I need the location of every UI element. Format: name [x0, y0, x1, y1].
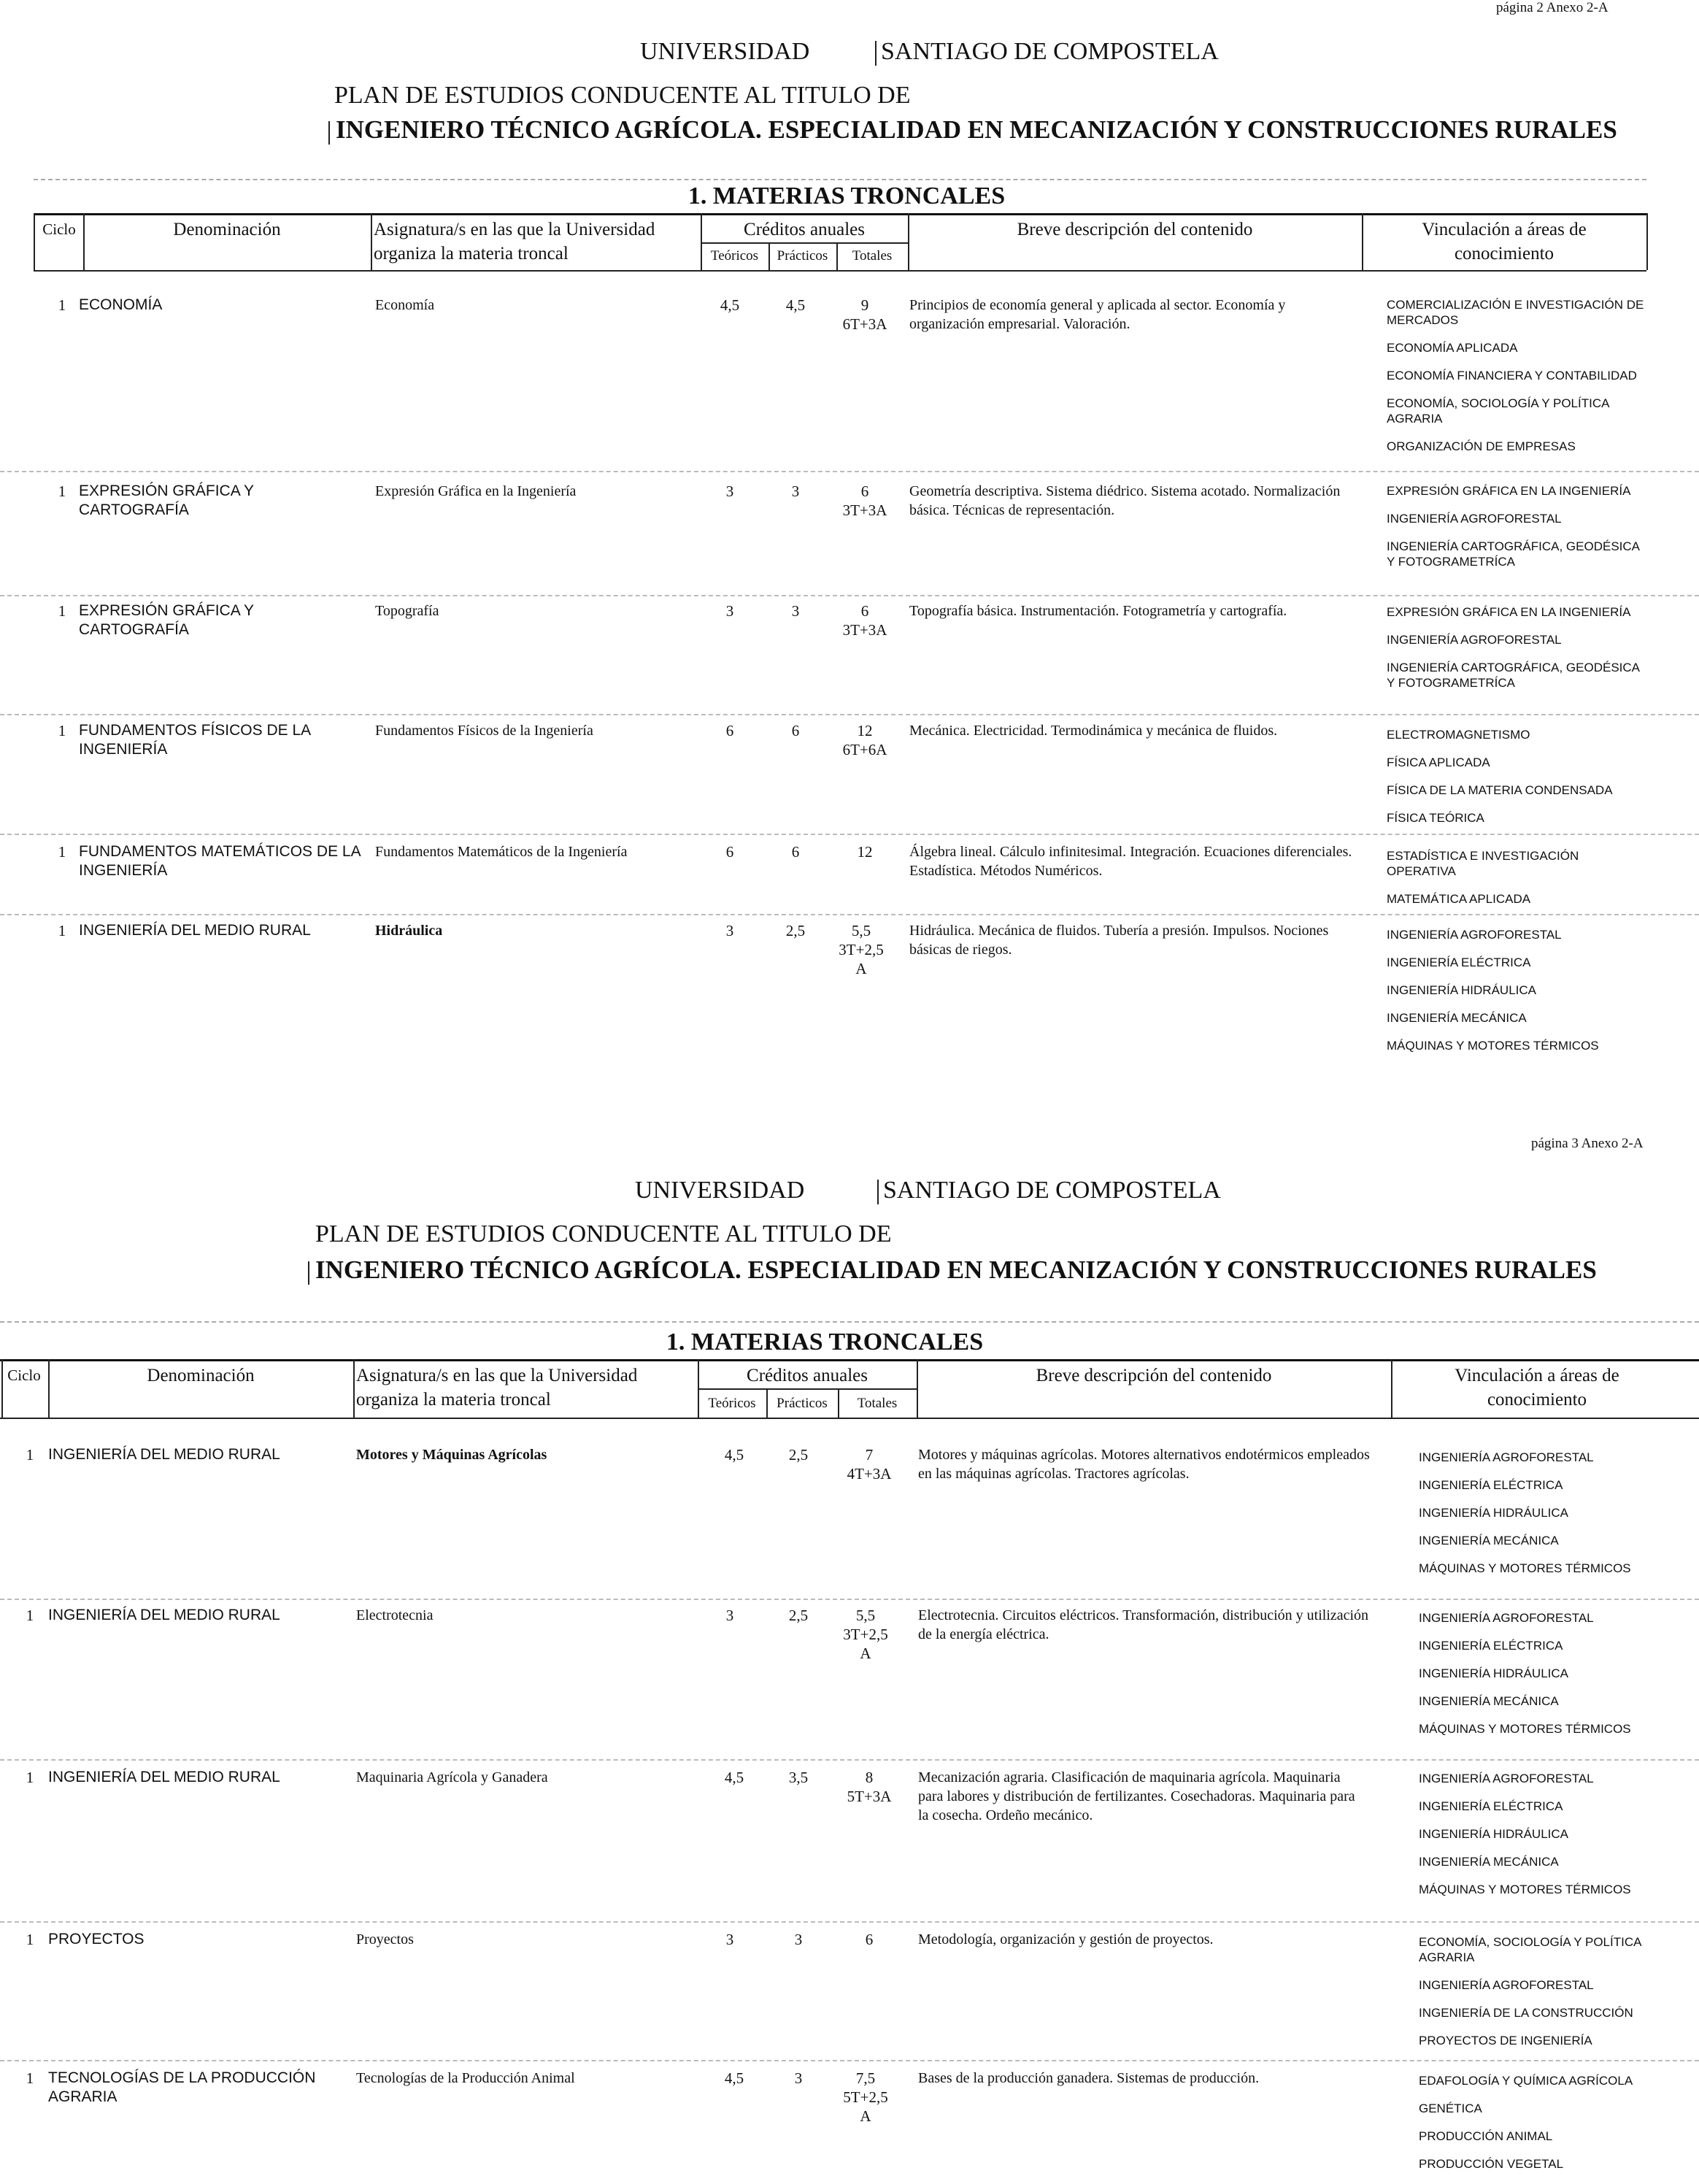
asignatura: Economía: [375, 297, 435, 313]
table-top-rule: [34, 213, 1646, 215]
practicos: 6: [791, 722, 800, 739]
area-item: FÍSICA TEÓRICA: [1387, 811, 1484, 825]
header-practicos: Prácticos: [777, 1396, 828, 1411]
area-item: PRODUCCIÓN ANIMAL: [1419, 2129, 1553, 2143]
table-row: [0, 1600, 1699, 1761]
area-item: ORGANIZACIÓN DE EMPRESAS: [1387, 439, 1576, 453]
asignatura: Fundamentos Matemáticos de la Ingeniería: [375, 844, 628, 860]
teoricos: 3: [725, 1607, 734, 1624]
totales-value: 5,5: [855, 1607, 876, 1624]
teoricos: 4,5: [724, 1769, 744, 1786]
practicos: 6: [791, 843, 800, 861]
areas-list: [1387, 848, 1649, 919]
area-item: COMERCIALIZACIÓN E INVESTIGACIÓN DE MERCADOS: [1387, 298, 1644, 327]
totales: [832, 842, 898, 861]
practicos: 2,5: [788, 1446, 809, 1464]
areas-list: [1387, 604, 1649, 703]
table-row: [0, 717, 1699, 835]
denominacion: EXPRESIÓN GRÁFICA Y CARTOGRAFÍA: [79, 482, 254, 518]
page-number: página 2 Anexo 2-A: [1496, 0, 1609, 15]
practicos: 2,5: [788, 1607, 809, 1624]
area-item: ELECTROMAGNETISMO: [1387, 728, 1530, 742]
page-number: página 3 Anexo 2-A: [1531, 1136, 1644, 1151]
area-item: INGENIERÍA HIDRÁULICA: [1419, 1827, 1568, 1841]
descripcion: Motores y máquinas agrícolas. Motores alternativos endotérmicos empleados en las máquinas agrícolas. Tractores agrícolas.: [918, 1447, 1370, 1482]
area-item: GENÉTICA: [1419, 2102, 1482, 2115]
totales-detail: 3T+3A: [842, 501, 887, 519]
denominacion: INGENIERÍA DEL MEDIO RURAL: [79, 922, 311, 939]
ciclo: 1: [26, 1769, 34, 1786]
header-vinculacion-line2: conocimiento: [1487, 1390, 1587, 1410]
divider: [0, 1321, 1699, 1323]
header-asignatura-line2: organiza la materia troncal: [356, 1390, 551, 1410]
table-row: [0, 838, 1699, 915]
totales: [836, 1768, 902, 1806]
degree-title: INGENIERO TÉCNICO AGRÍCOLA. ESPECIALIDAD EN MECANIZACIÓN Y CONSTRUCCIONES RURALES: [336, 115, 1617, 144]
totales: [832, 921, 890, 978]
area-item: INGENIERÍA CARTOGRÁFICA, GEODÉSICA Y FOTOGRAMETRÍCA: [1387, 539, 1640, 569]
universidad-label: UNIVERSIDAD: [635, 1177, 805, 1204]
totales: [832, 721, 898, 759]
asignatura: Motores y Máquinas Agrícolas: [356, 1447, 547, 1463]
practicos: 2,5: [785, 922, 806, 939]
header-denominacion: Denominación: [173, 220, 281, 239]
area-item: INGENIERÍA AGROFORESTAL: [1387, 633, 1562, 647]
area-item: ECONOMÍA, SOCIOLOGÍA Y POLÍTICA AGRARIA: [1419, 1935, 1641, 1964]
teoricos: 6: [725, 722, 734, 739]
area-item: PRODUCCIÓN VEGETAL: [1419, 2157, 1564, 2171]
area-item: INGENIERÍA AGROFORESTAL: [1419, 1450, 1594, 1464]
descripcion: Principios de economía general y aplicada al sector. Economía y organización empresarial. Valoración.: [909, 297, 1286, 332]
table-row: [0, 2061, 1699, 2171]
header-vinculacion-line1: Vinculación a áreas de: [1455, 1366, 1619, 1385]
totales-detail: 6T+6A: [842, 741, 887, 758]
area-item: ESTADÍSTICA E INVESTIGACIÓN OPERATIVA: [1387, 849, 1579, 878]
area-item: INGENIERÍA MECÁNICA: [1419, 1534, 1559, 1547]
table-header-bottom-rule: [34, 270, 1646, 272]
header-vinculacion-line1: Vinculación a áreas de: [1422, 220, 1587, 239]
header-totales: Totales: [857, 1396, 898, 1411]
table-row: [0, 1439, 1699, 1600]
areas-list: [1387, 483, 1649, 582]
totales: [832, 601, 898, 639]
practicos: 4,5: [785, 296, 806, 314]
universidad-name: SANTIAGO DE COMPOSTELA: [883, 1177, 1221, 1204]
area-item: EXPRESIÓN GRÁFICA EN LA INGENIERÍA: [1387, 484, 1631, 498]
asignatura: Fundamentos Físicos de la Ingeniería: [375, 723, 593, 739]
area-item: MÁQUINAS Y MOTORES TÉRMICOS: [1387, 1039, 1599, 1053]
denominacion: EXPRESIÓN GRÁFICA Y CARTOGRAFÍA: [79, 602, 254, 638]
teoricos: 3: [725, 482, 734, 500]
areas-list: [1387, 727, 1649, 838]
plan-label: PLAN DE ESTUDIOS CONDUCENTE AL TITULO DE: [334, 82, 911, 109]
header-vinculacion-line2: conocimiento: [1454, 244, 1554, 264]
asignatura: Expresión Gráfica en la Ingeniería: [375, 483, 577, 499]
totales: [836, 1445, 902, 1483]
column-divider: [371, 213, 372, 270]
areas-list: [1419, 1610, 1696, 1749]
descripcion: Álgebra lineal. Cálculo infinitesimal. Integración. Ecuaciones diferenciales. Estadística. Métodos Numéricos.: [909, 844, 1352, 879]
header-ciclo: Ciclo: [42, 220, 76, 238]
area-item: INGENIERÍA MECÁNICA: [1387, 1011, 1527, 1025]
area-item: MÁQUINAS Y MOTORES TÉRMICOS: [1419, 1883, 1631, 1896]
degree-title: INGENIERO TÉCNICO AGRÍCOLA. ESPECIALIDAD EN MECANIZACIÓN Y CONSTRUCCIONES RURALES: [315, 1256, 1597, 1284]
section-title: 1. MATERIAS TRONCALES: [666, 1329, 984, 1356]
ciclo: 1: [26, 2069, 34, 2087]
header-asignatura: [374, 218, 702, 266]
totales-detail: 5T+3A: [847, 1788, 892, 1805]
descripcion: Geometría descriptiva. Sistema diédrico. Sistema acotado. Normalización básica. Técnicas de representación.: [909, 483, 1341, 518]
header-vinculacion: [1362, 218, 1646, 266]
denominacion: TECNOLOGÍAS DE LA PRODUCCIÓN AGRARIA: [48, 2069, 316, 2105]
area-item: INGENIERÍA ELÉCTRICA: [1419, 1478, 1563, 1492]
totales-value: 6: [865, 1931, 874, 1948]
practicos: 3: [791, 482, 800, 500]
column-divider: [1646, 213, 1648, 270]
area-item: INGENIERÍA HIDRÁULICA: [1387, 983, 1536, 997]
areas-list: [1419, 1771, 1696, 1910]
areas-list: [1419, 1450, 1696, 1588]
practicos: 3: [794, 1931, 803, 1948]
areas-list: [1387, 297, 1649, 466]
area-item: FÍSICA APLICADA: [1387, 755, 1490, 769]
teoricos: 3: [725, 922, 734, 939]
teoricos: 4,5: [720, 296, 740, 314]
descripcion: Metodología, organización y gestión de proyectos.: [918, 1931, 1214, 1947]
denominacion: INGENIERÍA DEL MEDIO RURAL: [48, 1607, 280, 1623]
area-item: INGENIERÍA AGROFORESTAL: [1387, 928, 1562, 942]
asignatura: Tecnologías de la Producción Animal: [356, 2070, 575, 2086]
asignatura: Hidráulica: [375, 923, 443, 939]
denominacion: INGENIERÍA DEL MEDIO RURAL: [48, 1446, 280, 1463]
totales-detail: 5T+2,5 A: [843, 2088, 888, 2125]
totales-detail: 3T+2,5 A: [843, 1626, 888, 1662]
area-item: ECONOMÍA FINANCIERA Y CONTABILIDAD: [1387, 369, 1637, 382]
area-item: INGENIERÍA ELÉCTRICA: [1419, 1639, 1563, 1653]
totales-value: 5,5: [851, 922, 871, 939]
denominacion: INGENIERÍA DEL MEDIO RURAL: [48, 1769, 280, 1785]
area-item: MÁQUINAS Y MOTORES TÉRMICOS: [1419, 1561, 1631, 1575]
table-row: [0, 288, 1699, 472]
ciclo: 1: [26, 1446, 34, 1464]
descripcion: Bases de la producción ganadera. Sistemas de producción.: [918, 2070, 1260, 2086]
area-item: INGENIERÍA MECÁNICA: [1419, 1694, 1559, 1708]
header-asignatura: [356, 1364, 699, 1412]
area-item: EXPRESIÓN GRÁFICA EN LA INGENIERÍA: [1387, 605, 1631, 619]
ciclo: 1: [58, 482, 66, 500]
header-asignatura-line1: Asignatura/s en las que la Universidad: [374, 220, 655, 239]
area-item: INGENIERÍA HIDRÁULICA: [1419, 1666, 1568, 1680]
area-item: INGENIERÍA ELÉCTRICA: [1419, 1799, 1563, 1813]
totales: [836, 2069, 895, 2126]
denominacion: FUNDAMENTOS FÍSICOS DE LA INGENIERÍA: [79, 722, 310, 758]
area-item: FÍSICA DE LA MATERIA CONDENSADA: [1387, 783, 1613, 797]
asignatura: Proyectos: [356, 1931, 414, 1947]
totales-value: 12: [857, 722, 873, 739]
area-item: INGENIERÍA CARTOGRÁFICA, GEODÉSICA Y FOTOGRAMETRÍCA: [1387, 661, 1640, 690]
practicos: 3,5: [788, 1769, 809, 1786]
area-item: INGENIERÍA AGROFORESTAL: [1419, 1611, 1594, 1625]
area-item: ECONOMÍA APLICADA: [1387, 341, 1518, 355]
area-item: INGENIERÍA HIDRÁULICA: [1419, 1506, 1568, 1520]
totales: [836, 1930, 902, 1949]
header-vinculacion: [1391, 1364, 1683, 1412]
plan-label: PLAN DE ESTUDIOS CONDUCENTE AL TITULO DE: [315, 1220, 892, 1247]
totales-detail: 3T+3A: [842, 621, 887, 639]
universidad-name: SANTIAGO DE COMPOSTELA: [881, 38, 1219, 65]
page-3: [0, 1124, 1699, 2175]
totales-value: 12: [857, 843, 873, 861]
header-ciclo: Ciclo: [7, 1366, 41, 1384]
credits-subrule: [698, 1388, 917, 1390]
header-descripcion: Breve descripción del contenido: [1017, 220, 1253, 239]
ciclo: 1: [58, 296, 66, 314]
header-creditos: Créditos anuales: [747, 1366, 868, 1385]
totales-value: 9: [860, 296, 869, 314]
teoricos: 6: [725, 843, 734, 861]
header-asignatura-line1: Asignatura/s en las que la Universidad: [356, 1366, 638, 1385]
table-row: [0, 1923, 1699, 2061]
totales-detail: 4T+3A: [847, 1465, 892, 1483]
asignatura: Topografía: [375, 603, 439, 619]
totales-value: 8: [865, 1769, 874, 1786]
header-practicos: Prácticos: [777, 248, 828, 264]
descripcion: Mecánica. Electricidad. Termodinámica y mecánica de fluidos.: [909, 723, 1278, 739]
teoricos: 4,5: [724, 1446, 744, 1464]
totales-detail: 6T+3A: [842, 315, 887, 333]
area-item: INGENIERÍA ELÉCTRICA: [1387, 956, 1531, 969]
area-item: EDAFOLOGÍA Y QUÍMICA AGRÍCOLA: [1419, 2074, 1633, 2088]
teoricos: 3: [725, 1931, 734, 1948]
header-creditos: Créditos anuales: [744, 220, 865, 239]
totales-value: 7,5: [855, 2069, 876, 2087]
totales: [832, 482, 898, 520]
area-item: MATEMÁTICA APLICADA: [1387, 892, 1531, 906]
area-item: INGENIERÍA AGROFORESTAL: [1387, 512, 1562, 526]
table-header-bottom-rule: [0, 1418, 1699, 1419]
credits-subrule: [701, 242, 908, 244]
totales-value: 6: [860, 602, 869, 620]
descripcion: Mecanización agraria. Clasificación de maquinaria agrícola. Maquinaria para labores y distribución de fertilizantes. Cosechadoras. Maquinaria para la cosecha. Ordeño mecánico.: [918, 1769, 1355, 1823]
table-top-rule: [0, 1359, 1699, 1361]
header-teoricos: Teóricos: [710, 248, 759, 264]
areas-list: [1387, 927, 1649, 1066]
table-row: [0, 1761, 1699, 1923]
teoricos: 4,5: [724, 2069, 744, 2087]
totales-value: 7: [865, 1446, 874, 1464]
totales: [836, 1606, 895, 1663]
ciclo: 1: [58, 602, 66, 620]
column-divider: [353, 1359, 355, 1418]
teoricos: 3: [725, 602, 734, 620]
area-item: INGENIERÍA AGROFORESTAL: [1419, 1978, 1594, 1992]
ciclo: 1: [58, 922, 66, 939]
area-item: INGENIERÍA DE LA CONSTRUCCIÓN: [1419, 2006, 1633, 2020]
areas-list: [1419, 1934, 1696, 2061]
descripcion: Hidráulica. Mecánica de fluidos. Tubería a presión. Impulsos. Nociones básicas de riegos.: [909, 923, 1329, 958]
universidad-label: UNIVERSIDAD: [640, 38, 810, 65]
header-asignatura-line2: organiza la materia troncal: [374, 244, 569, 264]
table-row: [0, 917, 1699, 1070]
asignatura: Electrotecnia: [356, 1607, 434, 1623]
descripcion: Electrotecnia. Circuitos eléctricos. Transformación, distribución y utilización de la energía eléctrica.: [918, 1607, 1369, 1642]
areas-list: [1419, 2073, 1696, 2184]
area-item: MÁQUINAS Y MOTORES TÉRMICOS: [1419, 1722, 1631, 1736]
ciclo: 1: [26, 1931, 34, 1948]
header-denominacion: Denominación: [147, 1366, 255, 1385]
table-row: [0, 597, 1699, 715]
totales-detail: 3T+2,5 A: [839, 941, 884, 977]
denominacion: FUNDAMENTOS MATEMÁTICOS DE LA INGENIERÍA: [79, 843, 361, 879]
practicos: 3: [791, 602, 800, 620]
divider: [34, 179, 1646, 180]
section-title: 1. MATERIAS TRONCALES: [687, 182, 1006, 209]
area-item: ECONOMÍA, SOCIOLOGÍA Y POLÍTICA AGRARIA: [1387, 396, 1609, 426]
ciclo: 1: [26, 1607, 34, 1624]
descripcion: Topografía básica. Instrumentación. Fotogrametría y cartografía.: [909, 603, 1287, 619]
header-totales: Totales: [852, 248, 893, 264]
area-item: PROYECTOS DE INGENIERÍA: [1419, 2034, 1592, 2048]
area-item: INGENIERÍA AGROFORESTAL: [1419, 1772, 1594, 1785]
practicos: 3: [794, 2069, 803, 2087]
totales-value: 6: [860, 482, 869, 500]
ciclo: 1: [58, 722, 66, 739]
denominacion: PROYECTOS: [48, 1931, 145, 1947]
ciclo: 1: [58, 843, 66, 861]
asignatura: Maquinaria Agrícola y Ganadera: [356, 1769, 548, 1785]
table-row: [0, 474, 1699, 596]
header-teoricos: Teóricos: [708, 1396, 756, 1411]
header-descripcion: Breve descripción del contenido: [1036, 1366, 1272, 1385]
totales: [832, 296, 898, 334]
area-item: INGENIERÍA MECÁNICA: [1419, 1855, 1559, 1869]
denominacion: ECONOMÍA: [79, 296, 163, 313]
